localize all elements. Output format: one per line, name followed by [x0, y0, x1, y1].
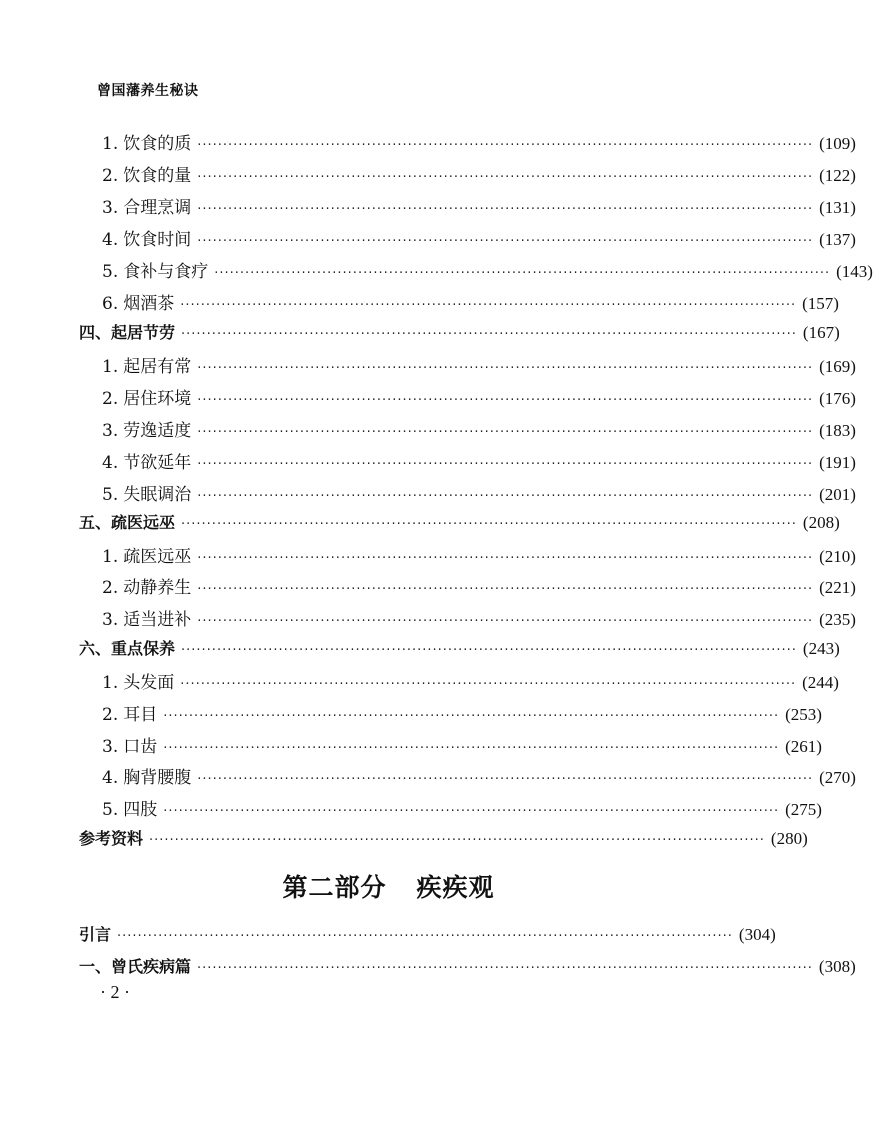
toc-section-title: 参考资料 [79, 829, 144, 848]
toc-entry [102, 225, 856, 251]
dot-leader: ························································································································ [197, 551, 814, 566]
dot-leader: ························································································································ [197, 489, 814, 504]
toc-entry-number: 3. [102, 198, 119, 218]
dot-leader: ························································································································ [214, 266, 831, 281]
toc-entry-number: 5. [102, 262, 119, 282]
dot-leader: ························································································································ [197, 961, 813, 976]
dot-leader: ························································································································ [197, 457, 814, 472]
dot-leader: ························································································································ [197, 138, 814, 153]
toc-entry-page: (210) [819, 547, 856, 566]
toc-entry-page: (109) [819, 134, 856, 153]
dot-leader: ························································································································ [117, 929, 733, 944]
dot-leader: ························································································································ [149, 833, 765, 848]
toc-entry-title: 合理烹调 [123, 198, 192, 218]
toc-section [79, 826, 808, 852]
toc-entry [102, 448, 856, 474]
toc-entry-number: 2. [102, 578, 119, 598]
toc-entry-page: (244) [802, 673, 839, 692]
toc-entry-title: 饮食的质 [123, 134, 192, 154]
toc-entry-title: 饮食的量 [123, 166, 192, 186]
toc-entry-title: 饮食时间 [123, 230, 192, 250]
page-number: · 2 · [100, 982, 130, 1002]
dot-leader: ························································································································ [181, 327, 797, 342]
dot-leader: ························································································································ [197, 614, 814, 629]
toc-entry-page: (143) [836, 262, 873, 281]
toc-section-title: 引言 [79, 925, 112, 944]
toc-entry-page: (243) [802, 639, 840, 658]
toc-entry [102, 480, 856, 506]
toc-entry-number: 2. [102, 705, 119, 725]
toc-entry-page: (261) [785, 737, 822, 756]
toc-entry-title: 适当进补 [123, 610, 192, 630]
toc-entry-number: 4. [102, 768, 119, 788]
toc-entry-page: (183) [819, 421, 856, 440]
toc-entry [102, 129, 856, 155]
toc-entry-page: (201) [819, 485, 856, 504]
dot-leader: ························································································································ [197, 582, 814, 597]
toc-entry-page: (167) [802, 323, 840, 342]
toc-entry-title: 劳逸适度 [123, 421, 192, 441]
dot-leader: ························································································································ [180, 677, 797, 692]
dot-leader: ························································································································ [180, 298, 797, 313]
toc-entry [102, 542, 856, 568]
toc-entry-page: (275) [785, 800, 822, 819]
toc-entry-number: 1. [102, 134, 119, 154]
toc-entry-page: (137) [819, 230, 856, 249]
toc-section [79, 636, 840, 662]
toc-entry [102, 732, 822, 758]
toc-section-title: 一、曾氏疾病篇 [79, 957, 192, 976]
toc-section-title: 六、重点保养 [79, 639, 176, 658]
dot-leader: ························································································································ [197, 425, 814, 440]
toc-entry [102, 700, 822, 726]
toc-entry-title: 起居有常 [123, 357, 192, 377]
toc-entry-number: 4. [102, 453, 119, 473]
toc-entry [102, 193, 856, 219]
toc-entry [102, 289, 839, 315]
dot-leader: ························································································································ [197, 202, 814, 217]
toc-entry [102, 668, 839, 694]
toc-entry-number: 1. [102, 357, 119, 377]
toc-entry [102, 384, 856, 410]
toc-entry-page: (208) [802, 513, 840, 532]
toc-entry-page: (304) [738, 925, 776, 944]
toc-entry-title: 节欲延年 [123, 453, 192, 473]
toc-entry [102, 795, 822, 821]
toc-entry [102, 763, 856, 789]
toc-entry-title: 食补与食疗 [123, 262, 209, 282]
toc-entry-title: 疏医远巫 [123, 547, 192, 567]
toc-entry-page: (221) [819, 578, 856, 597]
toc-entry [102, 257, 873, 283]
dot-leader: ························································································································ [163, 804, 780, 819]
toc-entry-number: 1. [102, 547, 119, 567]
toc-entry-number: 5. [102, 485, 119, 505]
toc-entry-number: 2. [102, 166, 119, 186]
toc-entry [102, 605, 856, 631]
toc-entry-page: (308) [818, 957, 856, 976]
dot-leader: ························································································································ [197, 170, 814, 185]
toc-section-title: 四、起居节劳 [79, 323, 176, 342]
toc-entry-title: 烟酒茶 [123, 294, 175, 314]
toc-entry-number: 1. [102, 673, 119, 693]
toc-entry [102, 416, 856, 442]
toc-entry-title: 耳目 [123, 705, 158, 725]
toc-entry-number: 3. [102, 737, 119, 757]
dot-leader: ························································································································ [197, 361, 814, 376]
toc-section [79, 954, 856, 980]
dot-leader: ························································································································ [197, 393, 814, 408]
dot-leader: ························································································································ [163, 709, 780, 724]
toc-entry [102, 573, 856, 599]
toc-section [79, 510, 840, 536]
dot-leader: ························································································································ [197, 772, 814, 787]
toc-entry-page: (270) [819, 768, 856, 787]
dot-leader: ························································································································ [163, 741, 780, 756]
toc-entry-page: (176) [819, 389, 856, 408]
toc-entry-title: 居住环境 [123, 389, 192, 409]
toc-entry-title: 口齿 [123, 737, 158, 757]
toc-entry [102, 352, 856, 378]
toc-entry-title: 失眠调治 [123, 485, 192, 505]
dot-leader: ························································································································ [181, 517, 797, 532]
toc-section [79, 320, 840, 346]
toc-entry-number: 3. [102, 421, 119, 441]
toc-entry-title: 头发面 [123, 673, 175, 693]
toc-entry-number: 5. [102, 800, 119, 820]
toc-entry-number: 6. [102, 294, 119, 314]
dot-leader: ························································································································ [181, 643, 797, 658]
part-label: 第二部分 [282, 873, 387, 902]
toc-entry-page: (169) [819, 357, 856, 376]
toc-entry-title: 四肢 [123, 800, 158, 820]
toc-entry-page: (122) [819, 166, 856, 185]
toc-entry-page: (280) [770, 829, 808, 848]
toc-entry-title: 动静养生 [123, 578, 192, 598]
toc-entry-page: (253) [785, 705, 822, 724]
toc-section-title: 五、疏医远巫 [79, 513, 176, 532]
part-title [0, 868, 777, 904]
toc-entry [102, 161, 856, 187]
toc-entry-page: (235) [819, 610, 856, 629]
part-name: 疾疾观 [416, 873, 495, 902]
dot-leader: ························································································································ [197, 234, 814, 249]
toc-entry-number: 4. [102, 230, 119, 250]
toc-entry-number: 3. [102, 610, 119, 630]
toc-entry-page: (191) [819, 453, 856, 472]
running-header: 曾国藩养生秘诀 [97, 83, 199, 99]
toc-entry-page: (131) [819, 198, 856, 217]
toc-entry-page: (157) [802, 294, 839, 313]
toc-entry-title: 胸背腰腹 [123, 768, 192, 788]
toc-section [79, 922, 776, 948]
toc-entry-number: 2. [102, 389, 119, 409]
